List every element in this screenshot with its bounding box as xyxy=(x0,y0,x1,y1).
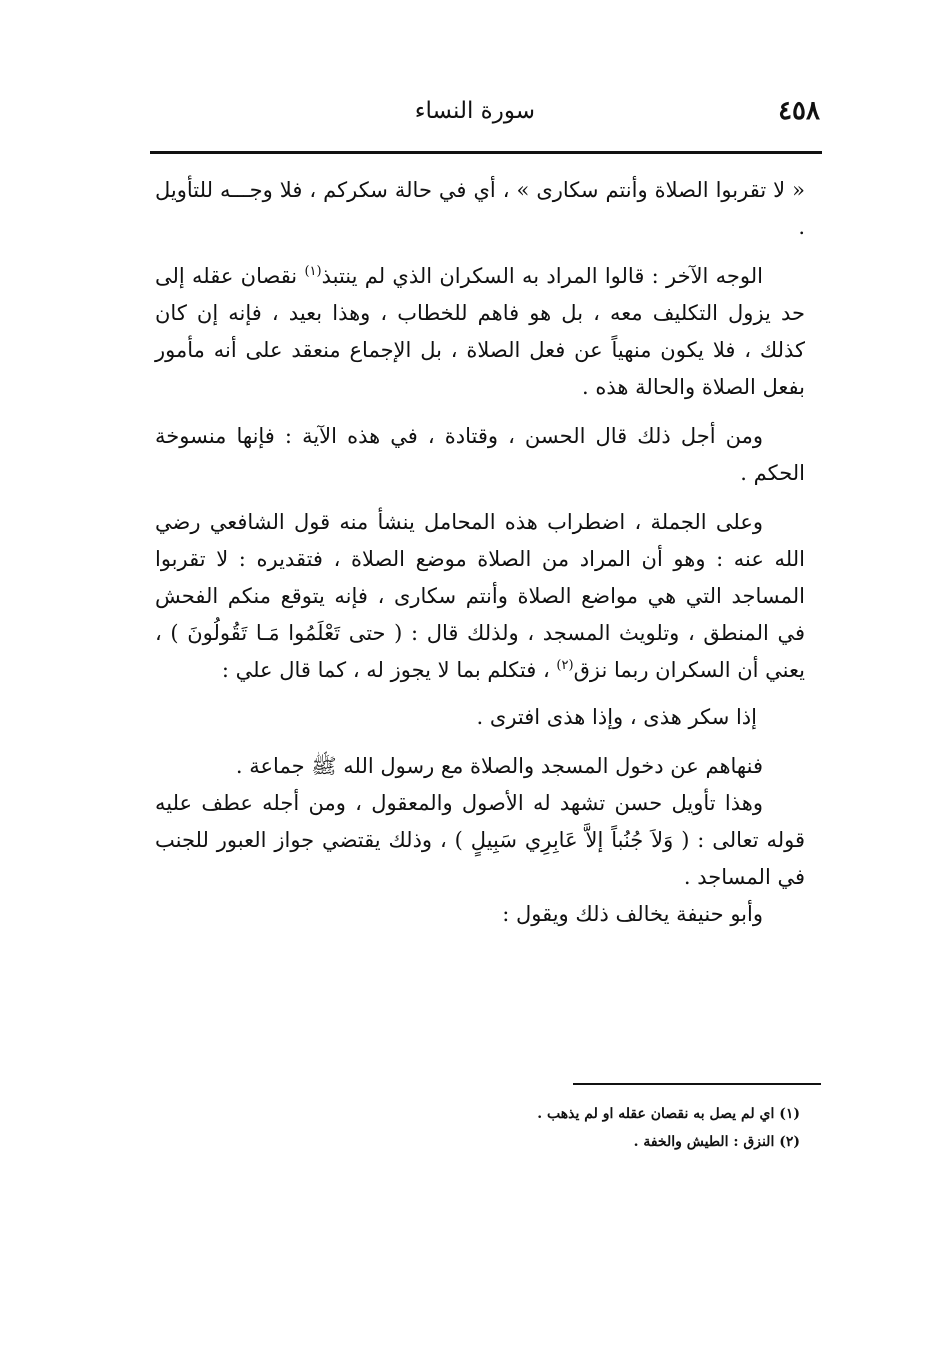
paragraph-3: ومن أجل ذلك قال الحسن ، وقتادة ، في هذه الآية : فإنها منسوخة الحكم . xyxy=(155,424,805,485)
body-text xyxy=(155,172,805,933)
paragraph-6: وهذا تأويل حسن تشهد له الأصول والمعقول ، ومن أجله عطف عليه قوله تعالى : ( وَلاَ جُنُباً إلاَّ عَابِرِي سَبِيلٍ ) ، وذلك يقتضي جواز العبور للجنب في المساجد . xyxy=(155,791,805,889)
header-rule xyxy=(150,151,822,154)
footnote-2: (٢) النزق : الطيش والخفة . xyxy=(633,1134,800,1150)
paragraph-2-text-b: نقصان عقله إلى حد يزول التكليف معه ، بل هو فاهم للخطاب ، وهذا بعيد ، فإنه إن كان كذلك ، فلا يكون منهياً عن فعل الصلاة ، بل الإجماع منعقد على أنه مأمور بفعل الصلاة والحالة هذه . xyxy=(155,264,805,399)
surah-title: سورة النساء xyxy=(414,98,535,124)
page-number: ٤٥٨ xyxy=(778,96,820,126)
paragraph-7: وأبو حنيفة يخالف ذلك ويقول : xyxy=(502,902,763,926)
paragraph-5: فنهاهم عن دخول المسجد والصلاة مع رسول الله ﷺ جماعة . xyxy=(235,754,763,778)
footnote-1: (١) اي لم يصل به نقصان عقله او لم يذهب . xyxy=(537,1106,800,1122)
paragraph-4-text-b: ، فتكلم بما لا يجوز له ، كما قال علي : xyxy=(221,658,557,682)
paragraph-1: « لا تقربوا الصلاة وأنتم سكارى » ، أي في حالة سكركم ، فلا وجـــه للتأويل . xyxy=(155,178,805,239)
footnotes xyxy=(400,1100,800,1156)
footnote-rule xyxy=(573,1083,821,1085)
page-header xyxy=(150,96,820,136)
footnote-ref-1[interactable]: (١) xyxy=(304,264,322,279)
paragraph-4 xyxy=(155,504,805,689)
paragraph-2-text-a: الوجه الآخر : قالوا المراد به السكران الذي لم ينتبذ xyxy=(321,264,763,288)
paragraph-4-text-a: وعلى الجملة ، اضطراب هذه المحامل ينشأ منه قول الشافعي رضي الله عنه : وهو أن المراد من الصلاة موضع الصلاة ، فتقديره : لا تقربوا المساجد التي هي مواضع الصلاة وأنتم سكارى ، فإنه يتوقع منكم الفحش في المنطق ، وتلويث المسجد ، ولذلك قال : ( حتى تَعْلَمُوا مَـا تَقُولُونَ ) ، يعني أن السكران ربما نزق xyxy=(155,510,805,682)
quoted-verse: إذا سكر هذى ، وإذا هذى افترى . xyxy=(476,705,757,729)
footnote-ref-2[interactable]: (٢) xyxy=(556,658,574,673)
paragraph-2 xyxy=(155,258,805,406)
